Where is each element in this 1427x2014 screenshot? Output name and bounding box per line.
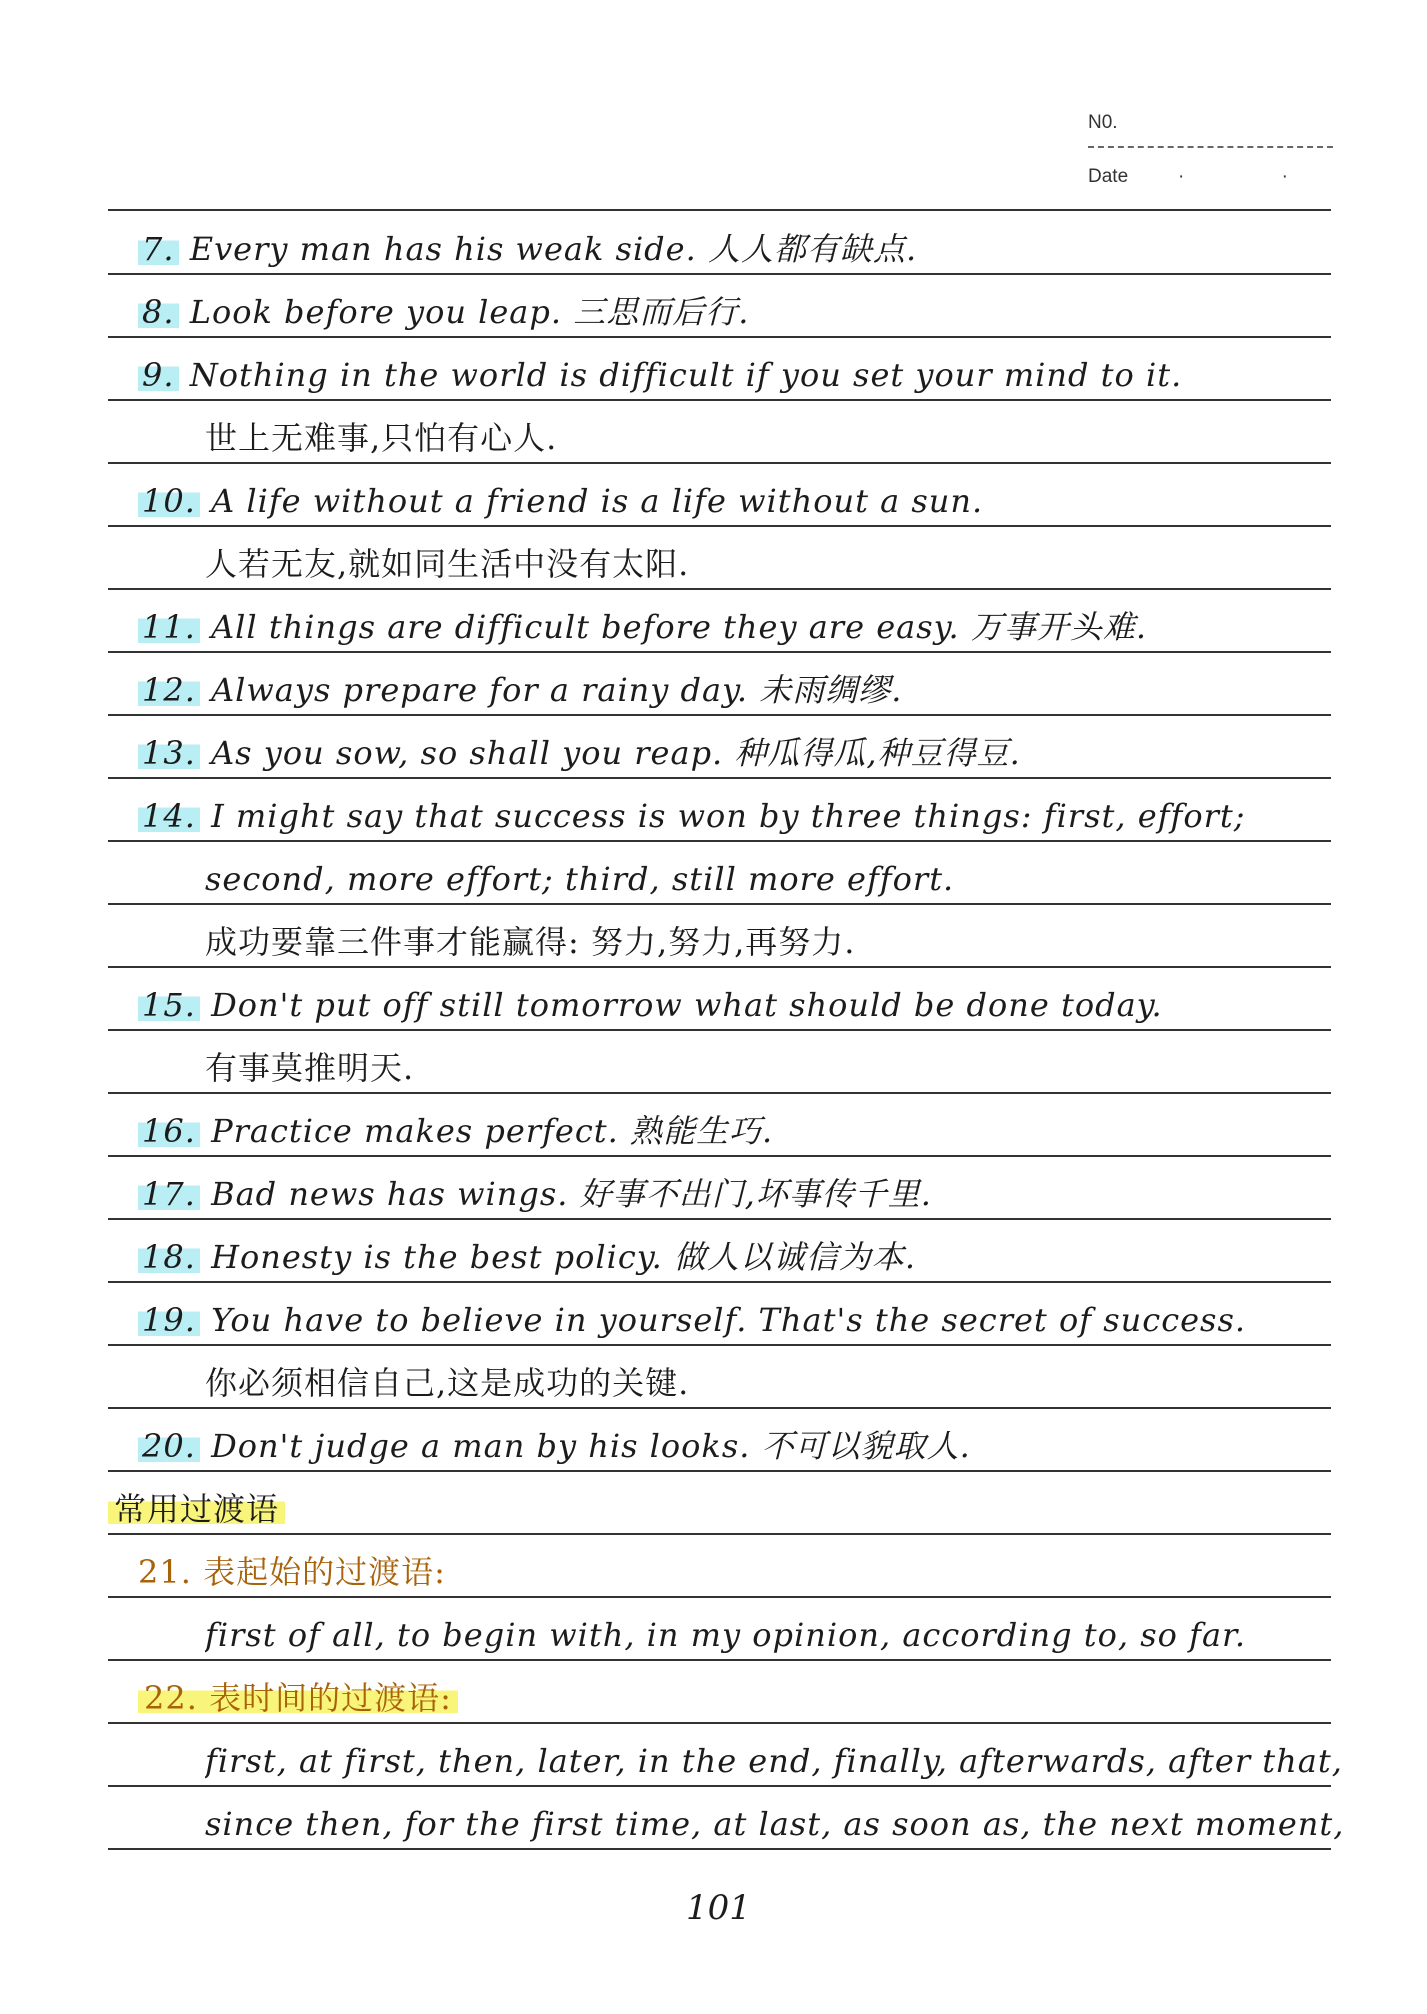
proverb-line: 11. All things are difficult before they are easy. 万事开头难.: [138, 601, 1338, 653]
proverb-continuation: 有事莫推明天.: [205, 1049, 415, 1087]
proverb-line: 16. Practice makes perfect. 熟能生巧.: [138, 1105, 1338, 1157]
header-rule: [108, 209, 1331, 211]
proverb-continuation: 成功要靠三件事才能赢得: 努力,努力,再努力.: [205, 923, 856, 961]
proverb-line: 20. Don't judge a man by his looks. 不可以貌取人.: [138, 1420, 1338, 1472]
item-number: 20.: [138, 1427, 200, 1465]
item-number: 12.: [138, 671, 200, 709]
proverb-line: 13. As you sow, so shall you reap. 种瓜得瓜,种豆得豆.: [138, 727, 1338, 779]
date-dots: · ·: [1178, 166, 1334, 187]
item-number: 11.: [138, 608, 200, 646]
proverb-line: 19. You have to believe in yourself. That's the secret of success.: [138, 1294, 1338, 1346]
proverb-line: 12. Always prepare for a rainy day. 未雨绸缪.: [138, 664, 1338, 716]
proverb-line: 10. A life without a friend is a life without a sun.: [138, 475, 1338, 527]
date-label: Date: [1088, 166, 1129, 187]
proverb-line: 7. Every man has his weak side. 人人都有缺点.: [138, 223, 1338, 275]
subsection-22-title: 22. 表时间的过渡语:: [138, 1672, 1338, 1724]
proverb-line: 9. Nothing in the world is difficult if you set your mind to it.: [138, 349, 1338, 401]
item-number: 18.: [138, 1238, 200, 1276]
item-number: 19.: [138, 1301, 200, 1339]
proverb-continuation: 你必须相信自己,这是成功的关键.: [205, 1364, 690, 1402]
no-dashed-line: [1088, 146, 1333, 148]
item-number: 13.: [138, 734, 200, 772]
subsection-21-text: first of all, to begin with, in my opinion, according to, so far.: [205, 1616, 1246, 1654]
proverb-line: 14. I might say that success is won by three things: first, effort;: [138, 790, 1338, 842]
item-number: 10.: [138, 482, 200, 520]
proverb-line: 17. Bad news has wings. 好事不出门,坏事传千里.: [138, 1168, 1338, 1220]
item-number: 16.: [138, 1112, 200, 1150]
item-number: 8.: [138, 293, 179, 331]
proverb-continuation: second, more effort; third, still more effort.: [205, 860, 955, 898]
section-heading: 常用过渡语: [108, 1483, 1308, 1535]
item-number: 15.: [138, 986, 200, 1024]
no-label: N0.: [1088, 112, 1118, 133]
page-number: 101: [686, 1888, 751, 1928]
subsection-22-line1: first, at first, then, later, in the end, finally, afterwards, after that,: [205, 1742, 1343, 1780]
item-number: 14.: [138, 797, 200, 835]
subsection-22-line2: since then, for the first time, at last, as soon as, the next moment,: [205, 1805, 1345, 1843]
proverb-continuation: 世上无难事,只怕有心人.: [205, 419, 558, 457]
item-number: 17.: [138, 1175, 200, 1213]
proverb-line: 15. Don't put off still tomorrow what should be done today.: [138, 979, 1338, 1031]
subsection-21-title: 21. 表起始的过渡语:: [138, 1553, 446, 1591]
proverb-line: 18. Honesty is the best policy. 做人以诚信为本.: [138, 1231, 1338, 1283]
proverb-line: 8. Look before you leap. 三思而后行.: [138, 286, 1338, 338]
proverb-continuation: 人若无友,就如同生活中没有太阳.: [205, 545, 690, 583]
item-number: 9.: [138, 356, 179, 394]
item-number: 7.: [138, 230, 179, 268]
